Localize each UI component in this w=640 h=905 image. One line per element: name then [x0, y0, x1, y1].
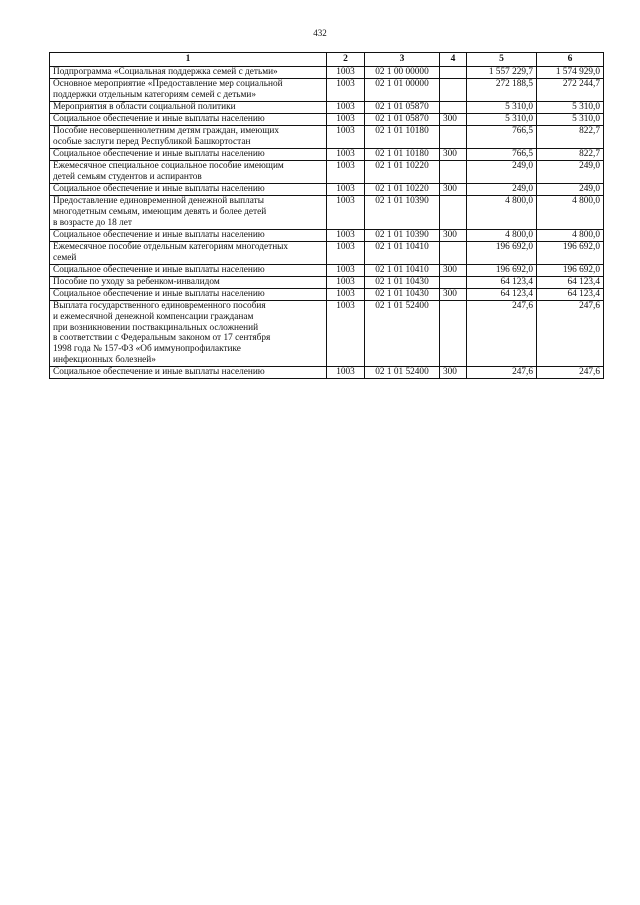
- row-amount-year2-cell: 822,7: [537, 148, 604, 160]
- row-name-cell: Ежемесячное пособие отдельным категориям многодетных семей: [50, 241, 327, 264]
- row-name-cell: Социальное обеспечение и иные выплаты населению: [50, 183, 327, 195]
- row-type-cell: [440, 102, 467, 114]
- table-row: [50, 229, 604, 241]
- row-amount-year2-cell: 247,6: [537, 300, 604, 367]
- table-row: [50, 241, 604, 264]
- row-amount-year1-cell: 249,0: [467, 183, 537, 195]
- row-amount-year2-cell: 249,0: [537, 183, 604, 195]
- table-row: [50, 276, 604, 288]
- row-code-cell: 02 1 01 10220: [365, 160, 440, 183]
- budget-table: [49, 52, 604, 379]
- row-section-cell: 1003: [327, 264, 365, 276]
- row-section-cell: 1003: [327, 276, 365, 288]
- row-amount-year1-cell: 766,5: [467, 148, 537, 160]
- table-row: [50, 114, 604, 126]
- column-header-1: 1: [50, 53, 327, 67]
- row-section-cell: 1003: [327, 114, 365, 126]
- row-amount-year2-cell: 64 123,4: [537, 288, 604, 300]
- column-header-4: 4: [440, 53, 467, 67]
- row-code-cell: 02 1 01 10180: [365, 126, 440, 149]
- table-row: [50, 183, 604, 195]
- row-code-cell: 02 1 01 00000: [365, 79, 440, 102]
- row-section-cell: 1003: [327, 102, 365, 114]
- row-name-cell: Подпрограмма «Социальная поддержка семей с детьми»: [50, 67, 327, 79]
- header-row: [50, 53, 604, 67]
- row-amount-year1-cell: 64 123,4: [467, 276, 537, 288]
- row-amount-year2-cell: 822,7: [537, 126, 604, 149]
- row-section-cell: 1003: [327, 229, 365, 241]
- table-row: [50, 126, 604, 149]
- row-code-cell: 02 1 01 10390: [365, 195, 440, 229]
- row-section-cell: 1003: [327, 195, 365, 229]
- page-number: 432: [313, 28, 327, 38]
- row-amount-year1-cell: 1 557 229,7: [467, 67, 537, 79]
- column-header-5: 5: [467, 53, 537, 67]
- row-code-cell: 02 1 01 05870: [365, 114, 440, 126]
- row-code-cell: 02 1 01 10180: [365, 148, 440, 160]
- table-row: [50, 300, 604, 367]
- column-header-6: 6: [537, 53, 604, 67]
- row-section-cell: 1003: [327, 367, 365, 379]
- row-type-cell: 300: [440, 288, 467, 300]
- row-amount-year1-cell: 4 800,0: [467, 229, 537, 241]
- table-row: [50, 148, 604, 160]
- row-name-cell: Социальное обеспечение и иные выплаты населению: [50, 264, 327, 276]
- row-type-cell: 300: [440, 114, 467, 126]
- row-name-cell: Социальное обеспечение и иные выплаты населению: [50, 229, 327, 241]
- row-name-cell: Мероприятия в области социальной политики: [50, 102, 327, 114]
- row-amount-year1-cell: 196 692,0: [467, 264, 537, 276]
- column-header-3: 3: [365, 53, 440, 67]
- row-section-cell: 1003: [327, 241, 365, 264]
- row-section-cell: 1003: [327, 148, 365, 160]
- table-row: [50, 264, 604, 276]
- row-code-cell: 02 1 01 52400: [365, 367, 440, 379]
- row-amount-year1-cell: 5 310,0: [467, 102, 537, 114]
- row-amount-year1-cell: 247,6: [467, 300, 537, 367]
- row-amount-year1-cell: 766,5: [467, 126, 537, 149]
- row-code-cell: 02 1 00 00000: [365, 67, 440, 79]
- row-amount-year1-cell: 64 123,4: [467, 288, 537, 300]
- row-amount-year1-cell: 249,0: [467, 160, 537, 183]
- row-amount-year2-cell: 196 692,0: [537, 241, 604, 264]
- row-name-cell: Социальное обеспечение и иные выплаты населению: [50, 114, 327, 126]
- row-type-cell: [440, 195, 467, 229]
- row-amount-year1-cell: 272 188,5: [467, 79, 537, 102]
- row-amount-year2-cell: 64 123,4: [537, 276, 604, 288]
- row-amount-year2-cell: 4 800,0: [537, 229, 604, 241]
- row-amount-year2-cell: 247,6: [537, 367, 604, 379]
- row-name-cell: Предоставление единовременной денежной выплаты многодетным семьям, имеющим девять и более детей в возрасте до 18 лет: [50, 195, 327, 229]
- row-code-cell: 02 1 01 10430: [365, 288, 440, 300]
- table-row: [50, 79, 604, 102]
- row-name-cell: Социальное обеспечение и иные выплаты населению: [50, 288, 327, 300]
- row-code-cell: 02 1 01 10390: [365, 229, 440, 241]
- table-row: [50, 195, 604, 229]
- row-name-cell: Социальное обеспечение и иные выплаты населению: [50, 367, 327, 379]
- row-code-cell: 02 1 01 05870: [365, 102, 440, 114]
- row-code-cell: 02 1 01 10220: [365, 183, 440, 195]
- row-type-cell: [440, 67, 467, 79]
- row-type-cell: 300: [440, 264, 467, 276]
- row-amount-year2-cell: 5 310,0: [537, 102, 604, 114]
- row-section-cell: 1003: [327, 183, 365, 195]
- table-row: [50, 160, 604, 183]
- row-type-cell: 300: [440, 148, 467, 160]
- row-section-cell: 1003: [327, 288, 365, 300]
- row-name-cell: Ежемесячное специальное социальное пособие имеющим детей семьям студентов и аспирантов: [50, 160, 327, 183]
- row-amount-year1-cell: 5 310,0: [467, 114, 537, 126]
- row-amount-year2-cell: 1 574 929,0: [537, 67, 604, 79]
- table-row: [50, 367, 604, 379]
- row-name-cell: Основное мероприятие «Предоставление мер социальной поддержки отдельным категориям семей с детьми»: [50, 79, 327, 102]
- row-section-cell: 1003: [327, 160, 365, 183]
- row-type-cell: 300: [440, 183, 467, 195]
- table-header: [50, 53, 604, 67]
- row-code-cell: 02 1 01 10430: [365, 276, 440, 288]
- row-amount-year1-cell: 247,6: [467, 367, 537, 379]
- row-amount-year2-cell: 272 244,7: [537, 79, 604, 102]
- row-section-cell: 1003: [327, 300, 365, 367]
- row-amount-year2-cell: 4 800,0: [537, 195, 604, 229]
- column-header-2: 2: [327, 53, 365, 67]
- row-code-cell: 02 1 01 10410: [365, 241, 440, 264]
- row-type-cell: 300: [440, 367, 467, 379]
- row-name-cell: Пособие несовершеннолетним детям граждан, имеющих особые заслуги перед Республикой Башкортостан: [50, 126, 327, 149]
- row-name-cell: Выплата государственного единовременного пособия и ежемесячной денежной компенсации гражданам при возникновении поствакцинальных осложнений в соответствии с Федеральным законом от 17 сентября 1998 года № 157-ФЗ «Об иммунопрофилактике инфекционных болезней»: [50, 300, 327, 367]
- row-amount-year1-cell: 196 692,0: [467, 241, 537, 264]
- row-type-cell: [440, 79, 467, 102]
- row-amount-year2-cell: 5 310,0: [537, 114, 604, 126]
- row-amount-year1-cell: 4 800,0: [467, 195, 537, 229]
- table-row: [50, 102, 604, 114]
- table-row: [50, 67, 604, 79]
- row-section-cell: 1003: [327, 79, 365, 102]
- row-amount-year2-cell: 249,0: [537, 160, 604, 183]
- table-body: [50, 67, 604, 379]
- row-name-cell: Социальное обеспечение и иные выплаты населению: [50, 148, 327, 160]
- row-type-cell: [440, 241, 467, 264]
- table-row: [50, 288, 604, 300]
- row-name-cell: Пособие по уходу за ребенком-инвалидом: [50, 276, 327, 288]
- row-section-cell: 1003: [327, 126, 365, 149]
- row-type-cell: [440, 126, 467, 149]
- row-type-cell: 300: [440, 229, 467, 241]
- row-code-cell: 02 1 01 10410: [365, 264, 440, 276]
- row-amount-year2-cell: 196 692,0: [537, 264, 604, 276]
- row-code-cell: 02 1 01 52400: [365, 300, 440, 367]
- row-type-cell: [440, 160, 467, 183]
- row-section-cell: 1003: [327, 67, 365, 79]
- row-type-cell: [440, 300, 467, 367]
- row-type-cell: [440, 276, 467, 288]
